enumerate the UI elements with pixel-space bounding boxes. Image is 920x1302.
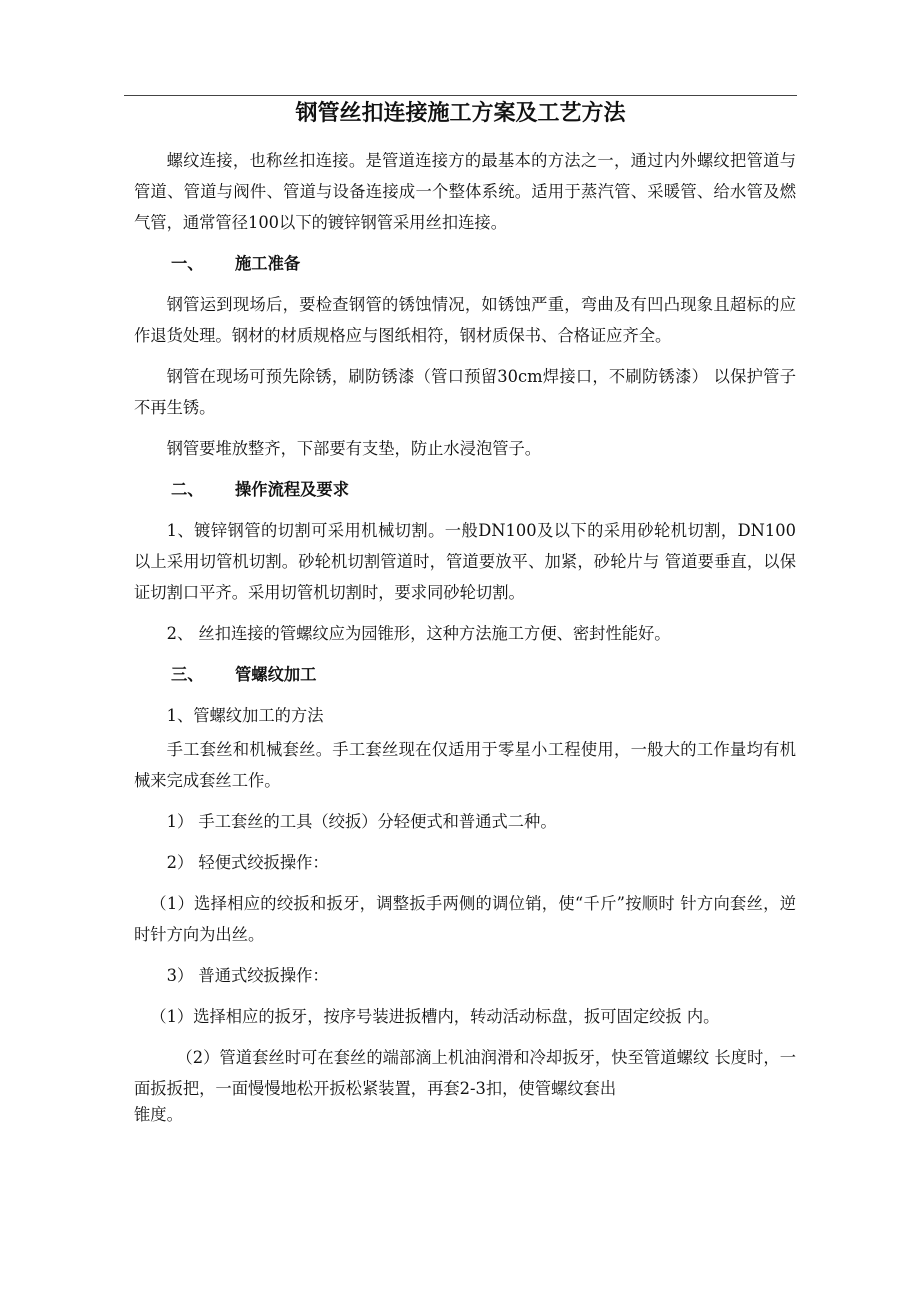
header-rule (124, 95, 797, 96)
section-label: 管螺纹加工 (235, 665, 317, 684)
section-label: 施工准备 (235, 254, 301, 273)
paragraph: 钢管运到现场后，要检查钢管的锈蚀情况，如锈蚀严重，弯曲及有凹凸现象且超标的应作退货处理。钢材的材质规格应与图纸相符，钢材质保书、合格证应齐全。 (134, 295, 796, 345)
intro-paragraph: 螺纹连接，也称丝扣连接。是管道连接方的最基本的方法之一，通过内外螺纹把管道与管道、管道与阀件、管道与设备连接成一个整体系统。适用于蒸汽管、采暖管、给水管及燃气管，通常管径100以下的镀锌钢管采用丝扣连接。 (134, 151, 796, 232)
section-number: 三、 (171, 665, 204, 684)
section-heading-1 (134, 248, 796, 279)
paragraph: 1、管螺纹加工的方法 (166, 706, 324, 725)
paragraph: （1）选择相应的扳牙，按序号装进扳槽内，转动活动标盘，扳可固定绞扳 内。 (150, 1007, 720, 1026)
paragraph: 3） 普通式绞扳操作： (166, 966, 329, 985)
section-heading-2 (134, 474, 796, 505)
paragraph: 锥度。 (134, 1105, 183, 1124)
document-body (134, 145, 796, 1140)
paragraph: 2、 丝扣连接的管螺纹应为园锥形，这种方法施工方便、密封性能好。 (166, 624, 671, 643)
paragraph: 钢管在现场可预先除锈，刷防锈漆（管口预留30cm焊接口，不刷防锈漆） 以保护管子不再生锈。 (134, 367, 796, 417)
paragraph: （1）选择相应的绞扳和扳牙，调整扳手两侧的调位销，使“千斤”按顺时 针方向套丝，逆时针方向为出丝。 (134, 894, 796, 944)
section-number: 二、 (171, 480, 204, 499)
document-title: 钢管丝扣连接施工方案及工艺方法 (295, 101, 626, 126)
section-number: 一、 (171, 254, 204, 273)
paragraph: 1、镀锌钢管的切割可采用机械切割。一般DN100及以下的采用砂轮机切割，DN100以上采用切管机切割。砂轮机切割管道时，管道要放平、加紧，砂轮片与 管道要垂直，以保证切割口平齐。采用切管机切割时，要求同砂轮切割。 (134, 521, 796, 602)
section-heading-3 (134, 659, 796, 690)
section-label: 操作流程及要求 (235, 480, 349, 499)
paragraph: 手工套丝和机械套丝。手工套丝现在仅适用于零星小工程使用，一般大的工作量均有机械来完成套丝工作。 (134, 740, 796, 790)
paragraph: （2）管道套丝时可在套丝的端部滴上机油润滑和冷却扳牙，快至管道螺纹 长度时，一面扳扳把，一面慢慢地松开扳松紧装置，再套2-3扣，使管螺纹套出 (134, 1048, 796, 1098)
paragraph: 1） 手工套丝的工具（绞扳）分轻便式和普通式二种。 (166, 812, 557, 831)
paragraph: 2） 轻便式绞扳操作： (166, 853, 329, 872)
paragraph: 钢管要堆放整齐，下部要有支垫，防止水浸泡管子。 (166, 439, 542, 458)
